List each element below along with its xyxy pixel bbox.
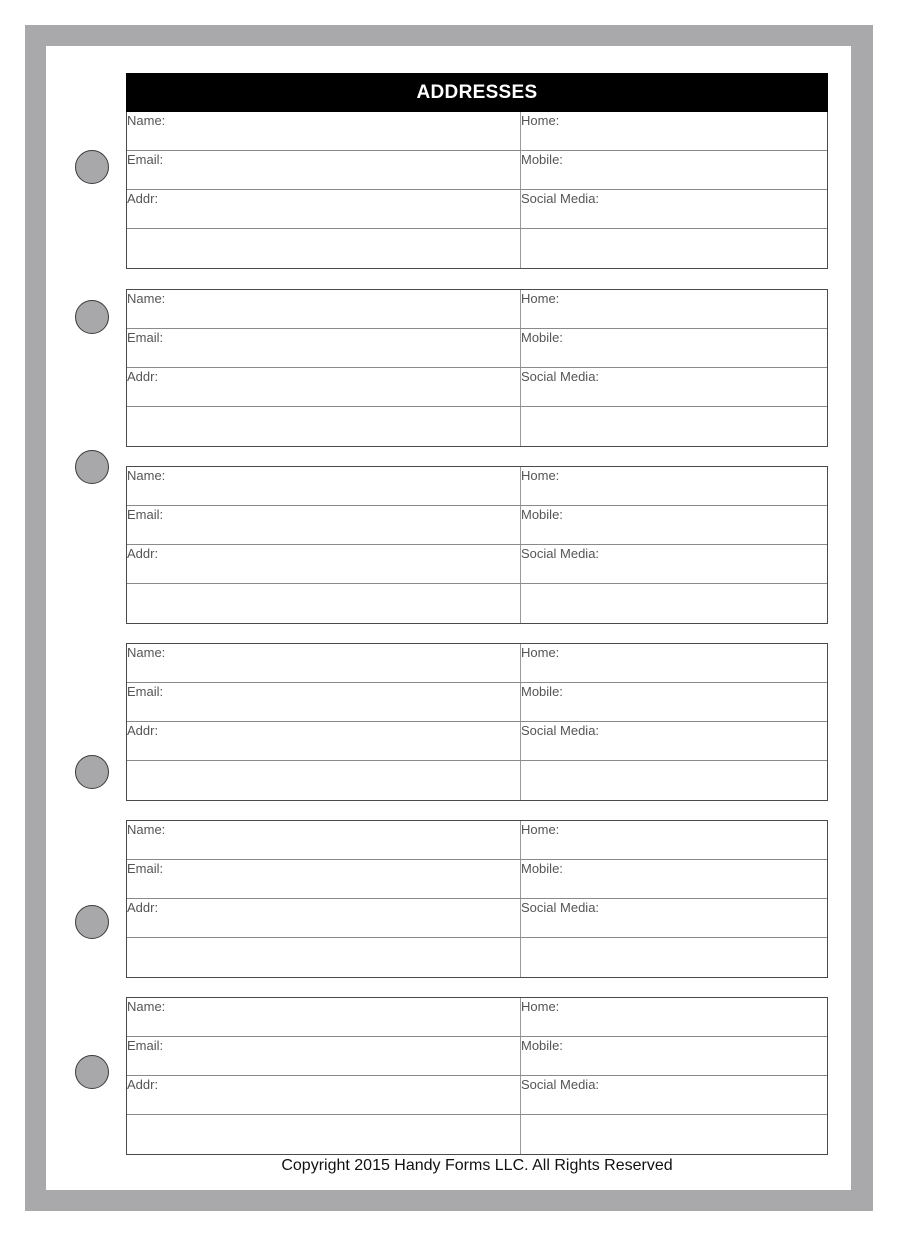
mobile-label: Mobile: [521,152,563,167]
form-row [127,368,827,407]
blank-field[interactable] [521,761,827,800]
home-label: Home: [521,468,560,483]
form-row [127,1076,827,1115]
social-label: Social Media: [521,369,600,384]
social-field[interactable] [521,722,827,760]
name-field[interactable] [127,467,521,505]
form-row [127,584,827,623]
form-row [127,329,827,368]
form-row [127,506,827,545]
name-label: Name: [127,822,166,837]
home-label: Home: [521,113,560,128]
addr-label: Addr: [127,1077,159,1092]
email-field[interactable] [127,683,521,721]
form-row [127,112,827,151]
name-label: Name: [127,645,166,660]
blank-field[interactable] [521,584,827,623]
addr-label: Addr: [127,369,159,384]
email-label: Email: [127,330,164,345]
addr-label: Addr: [127,723,159,738]
name-field[interactable] [127,644,521,682]
punch-hole-icon [75,755,109,789]
form-row [127,407,827,446]
addr-field[interactable] [127,368,521,406]
name-field[interactable] [127,998,521,1036]
email-field[interactable] [127,1037,521,1075]
form-row [127,722,827,761]
blank-field[interactable] [521,1115,827,1154]
addr-label: Addr: [127,191,159,206]
home-field[interactable] [521,821,827,859]
social-label: Social Media: [521,1077,600,1092]
page-title: ADDRESSES [126,73,828,112]
punch-hole-icon [75,150,109,184]
addr-field[interactable] [127,722,521,760]
mobile-field[interactable] [521,683,827,721]
punch-hole-icon [75,300,109,334]
punch-hole-icon [75,905,109,939]
name-label: Name: [127,999,166,1014]
social-label: Social Media: [521,191,600,206]
form-row [127,467,827,506]
addr-field[interactable] [127,1076,521,1114]
addr-label: Addr: [127,546,159,561]
email-label: Email: [127,1038,164,1053]
form-row [127,938,827,977]
mobile-field[interactable] [521,860,827,898]
form-row [127,998,827,1037]
email-field[interactable] [127,506,521,544]
name-field[interactable] [127,290,521,328]
email-label: Email: [127,507,164,522]
mobile-label: Mobile: [521,684,563,699]
social-field[interactable] [521,368,827,406]
form-row [127,821,827,860]
email-field[interactable] [127,151,521,189]
social-label: Social Media: [521,546,600,561]
form-row [127,290,827,329]
address-entry [126,289,828,447]
blank-field[interactable] [127,229,521,268]
punch-hole-icon [75,450,109,484]
punch-hole-icon [75,1055,109,1089]
blank-field[interactable] [521,938,827,977]
blank-field[interactable] [521,229,827,268]
social-field[interactable] [521,545,827,583]
form-row [127,899,827,938]
home-field[interactable] [521,112,827,150]
home-field[interactable] [521,290,827,328]
email-label: Email: [127,684,164,699]
mobile-label: Mobile: [521,507,563,522]
blank-field[interactable] [127,761,521,800]
social-field[interactable] [521,899,827,937]
blank-field[interactable] [127,584,521,623]
address-entry [126,466,828,624]
mobile-label: Mobile: [521,861,563,876]
mobile-field[interactable] [521,1037,827,1075]
social-label: Social Media: [521,900,600,915]
addr-field[interactable] [127,545,521,583]
blank-field[interactable] [127,407,521,446]
social-label: Social Media: [521,723,600,738]
name-field[interactable] [127,112,521,150]
blank-field[interactable] [127,1115,521,1154]
email-field[interactable] [127,329,521,367]
mobile-field[interactable] [521,329,827,367]
form-row [127,644,827,683]
copyright-footer: Copyright 2015 Handy Forms LLC. All Rights Reserved [281,1157,673,1174]
form-row [127,151,827,190]
form-row [127,1037,827,1076]
form-row [127,683,827,722]
home-label: Home: [521,999,560,1014]
address-entry [126,643,828,801]
blank-field[interactable] [521,407,827,446]
home-field[interactable] [521,998,827,1036]
home-label: Home: [521,822,560,837]
form-row [127,229,827,268]
name-label: Name: [127,113,166,128]
social-field[interactable] [521,1076,827,1114]
social-field[interactable] [521,190,827,228]
email-label: Email: [127,861,164,876]
name-label: Name: [127,468,166,483]
blank-field[interactable] [127,938,521,977]
addr-field[interactable] [127,899,521,937]
form-row [127,761,827,800]
email-field[interactable] [127,860,521,898]
addr-label: Addr: [127,900,159,915]
mobile-label: Mobile: [521,1038,563,1053]
mobile-field[interactable] [521,506,827,544]
form-row [127,190,827,229]
address-entry [126,820,828,978]
form-row [127,545,827,584]
name-label: Name: [127,291,166,306]
form-row [127,1115,827,1154]
address-entry [126,112,828,269]
form-row [127,860,827,899]
mobile-label: Mobile: [521,330,563,345]
home-label: Home: [521,645,560,660]
addr-field[interactable] [127,190,521,228]
address-entry [126,997,828,1155]
home-field[interactable] [521,644,827,682]
home-label: Home: [521,291,560,306]
mobile-field[interactable] [521,151,827,189]
home-field[interactable] [521,467,827,505]
name-field[interactable] [127,821,521,859]
email-label: Email: [127,152,164,167]
